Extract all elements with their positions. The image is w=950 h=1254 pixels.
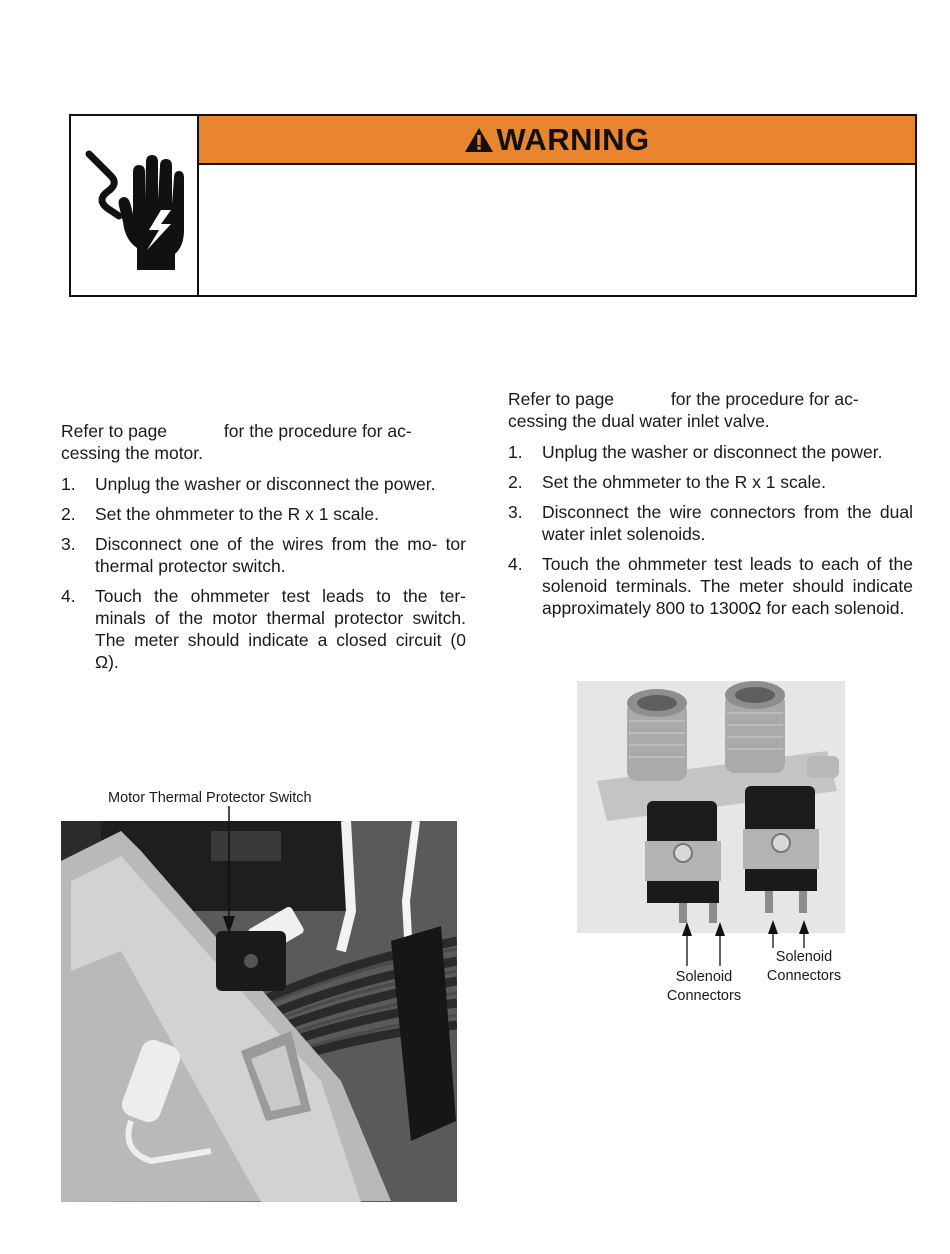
list-item <box>61 503 466 525</box>
motor-photo <box>61 821 457 1202</box>
step-text: Unplug the washer or disconnect the power. <box>542 442 883 462</box>
warning-header <box>199 116 915 165</box>
list-item <box>508 553 913 619</box>
valve-intro <box>508 388 913 432</box>
water-valve-photo <box>577 681 845 933</box>
list-item <box>508 441 913 463</box>
step-text: Set the ohmmeter to the R x 1 scale. <box>95 504 380 524</box>
step-text: Set the ohmmeter to the R x 1 scale. <box>542 472 827 492</box>
list-item <box>508 471 913 493</box>
step-number: 1. <box>508 442 523 462</box>
caption-arrow <box>221 806 237 936</box>
step-number: 2. <box>508 472 523 492</box>
step-text: Disconnect one of the wires from the mo- tor thermal protector switch. <box>95 534 466 576</box>
water-valve-procedure <box>508 388 913 627</box>
solenoid-connectors-label-right: Solenoid Connectors <box>766 949 842 984</box>
electric-shock-hand-icon <box>85 150 185 270</box>
list-item <box>61 533 466 577</box>
intro-suffix: for the procedure for ac- cessing the dual water inlet valve. <box>508 389 859 431</box>
warning-title <box>464 122 649 158</box>
motor-steps <box>61 473 466 673</box>
list-item <box>508 501 913 545</box>
step-number: 2. <box>61 504 76 524</box>
intro-prefix: Refer to page <box>508 389 615 409</box>
warning-triangle-icon <box>464 127 494 153</box>
motor-procedure <box>61 420 466 681</box>
warning-icon-cell <box>71 116 199 295</box>
motor-photo-caption: Motor Thermal Protector Switch <box>108 790 312 806</box>
valve-steps <box>508 441 913 619</box>
motor-photo-illustration <box>61 821 457 1202</box>
step-text: Touch the ohmmeter test leads to the ter- minals of the motor thermal protector switch. The meter should indicate a closed circuit (0 Ω). <box>95 586 466 672</box>
step-text: Disconnect the wire connectors from the dual water inlet solenoids. <box>542 502 913 544</box>
intro-prefix: Refer to page <box>61 421 168 441</box>
list-item <box>61 585 466 673</box>
step-number: 3. <box>508 502 523 522</box>
motor-intro <box>61 420 466 464</box>
list-item <box>61 473 466 495</box>
solenoid-connectors-label-left: Solenoid Connectors <box>666 969 742 1004</box>
water-valve-illustration <box>577 681 845 933</box>
step-number: 4. <box>508 554 523 574</box>
intro-suffix: for the procedure for ac- cessing the motor. <box>61 421 412 463</box>
step-number: 3. <box>61 534 76 554</box>
warning-box <box>69 114 917 297</box>
warning-title-text: WARNING <box>496 121 650 157</box>
step-text: Touch the ohmmeter test leads to each of the solenoid terminals. The meter should indicate approximately 800 to 1300Ω for each solenoid. <box>542 554 913 618</box>
step-number: 1. <box>61 474 76 494</box>
step-text: Unplug the washer or disconnect the power. <box>95 474 436 494</box>
step-number: 4. <box>61 586 76 606</box>
